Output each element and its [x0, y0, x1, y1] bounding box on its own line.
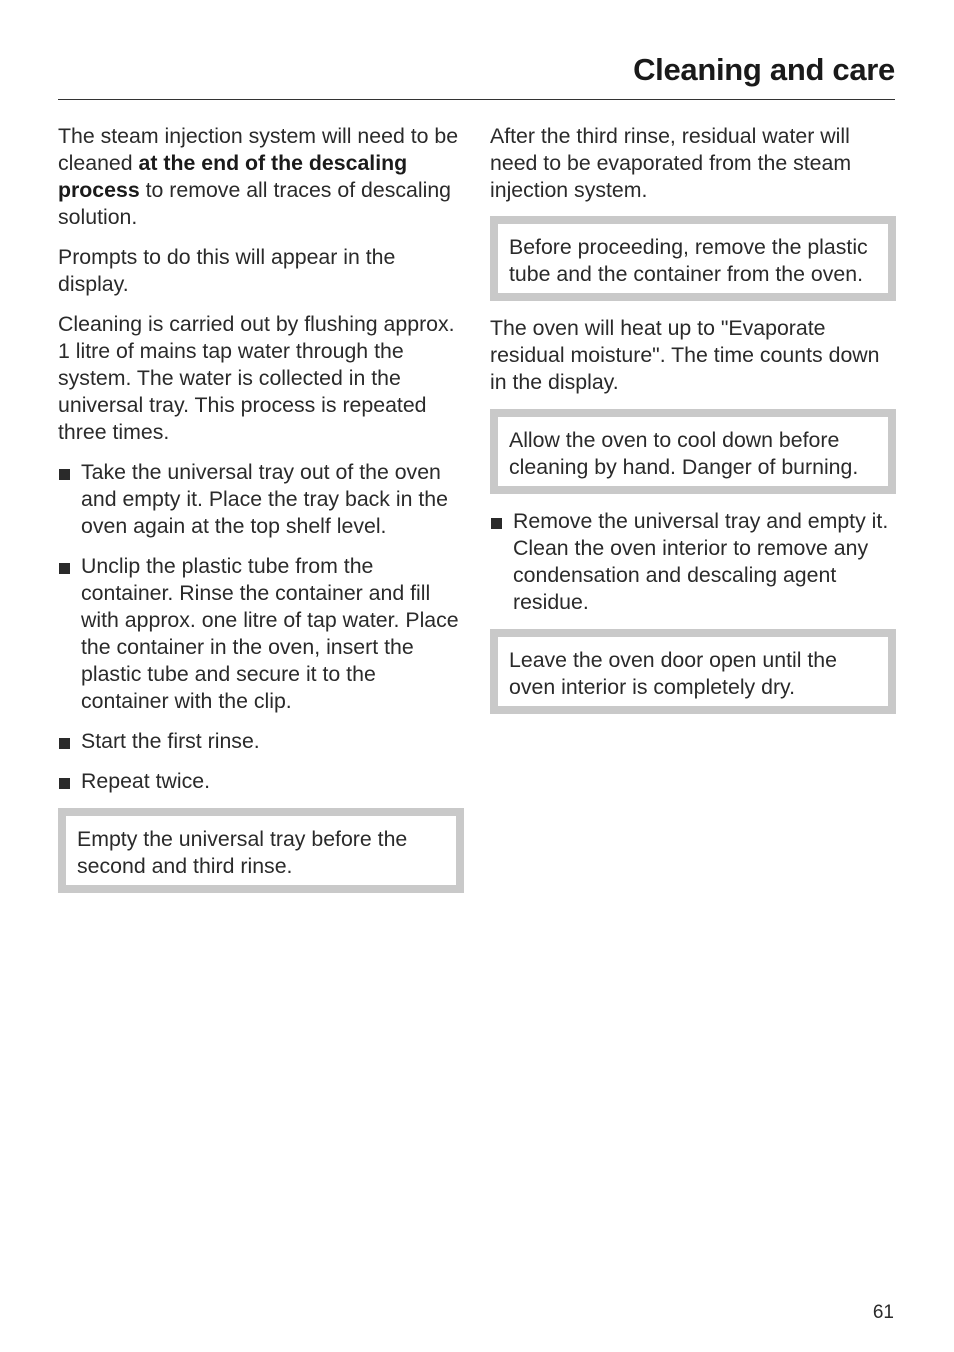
page-number: 61: [872, 1302, 894, 1323]
note-text: Empty the universal tray before the second and third rinse.: [77, 827, 408, 878]
intro-text-bold: at the end of the descaling process: [58, 151, 408, 202]
list-item-text: Take the universal tray out of the oven and empty it. Place the tray back in the oven again at the top shelf level.: [81, 460, 448, 538]
page-title: Cleaning and care: [633, 52, 895, 87]
intro-text-end: to remove all traces of descaling solution.: [58, 178, 452, 229]
warning-note-box: [490, 409, 896, 494]
list-item: [58, 459, 464, 540]
bullet-square-icon: [491, 518, 502, 529]
prompts-paragraph: Prompts to do this will appear in the display.: [58, 245, 396, 296]
list-item: [58, 553, 464, 715]
note-text: Before proceeding, remove the plastic tube and the container from the oven.: [509, 235, 868, 286]
note-box: [490, 216, 896, 301]
bullet-square-icon: [59, 469, 70, 480]
header-divider: [58, 99, 895, 100]
list-item: [58, 728, 464, 755]
bullet-square-icon: [59, 738, 70, 749]
note-text: Allow the oven to cool down before cleaning by hand. Danger of burning.: [509, 428, 859, 479]
intro-text-start: The steam injection system will need to be cleaned: [58, 124, 459, 175]
after-rinse-paragraph: After the third rinse, residual water will need to be evaporated from the steam injection system.: [490, 124, 852, 202]
intro-paragraph: [58, 123, 464, 231]
list-item: [490, 508, 896, 616]
list-item: [58, 768, 464, 795]
list-item-text: Unclip the plastic tube from the container. Rinse the container and fill with approx. one litre of tap water. Place the container in the oven, insert the plastic tube and secure it to the container with the clip.: [81, 554, 459, 713]
note-text: Leave the oven door open until the oven interior is completely dry.: [509, 648, 837, 699]
bullet-square-icon: [59, 778, 70, 789]
note-box: [490, 629, 896, 714]
list-item-text: Remove the universal tray and empty it. Clean the oven interior to remove any condensation and descaling agent residue.: [513, 509, 889, 614]
bullet-square-icon: [59, 563, 70, 574]
list-item-text: Repeat twice.: [81, 769, 211, 793]
list-item-text: Start the first rinse.: [81, 729, 260, 753]
heat-up-paragraph: The oven will heat up to "Evaporate residual moisture". The time counts down in the display.: [490, 316, 880, 394]
cleaning-process-paragraph: Cleaning is carried out by flushing approx. 1 litre of mains tap water through the system. The water is collected in the universal tray. This process is repeated three times.: [58, 312, 455, 444]
left-column: [58, 123, 464, 907]
note-box: [58, 808, 464, 893]
right-column: [490, 123, 896, 728]
